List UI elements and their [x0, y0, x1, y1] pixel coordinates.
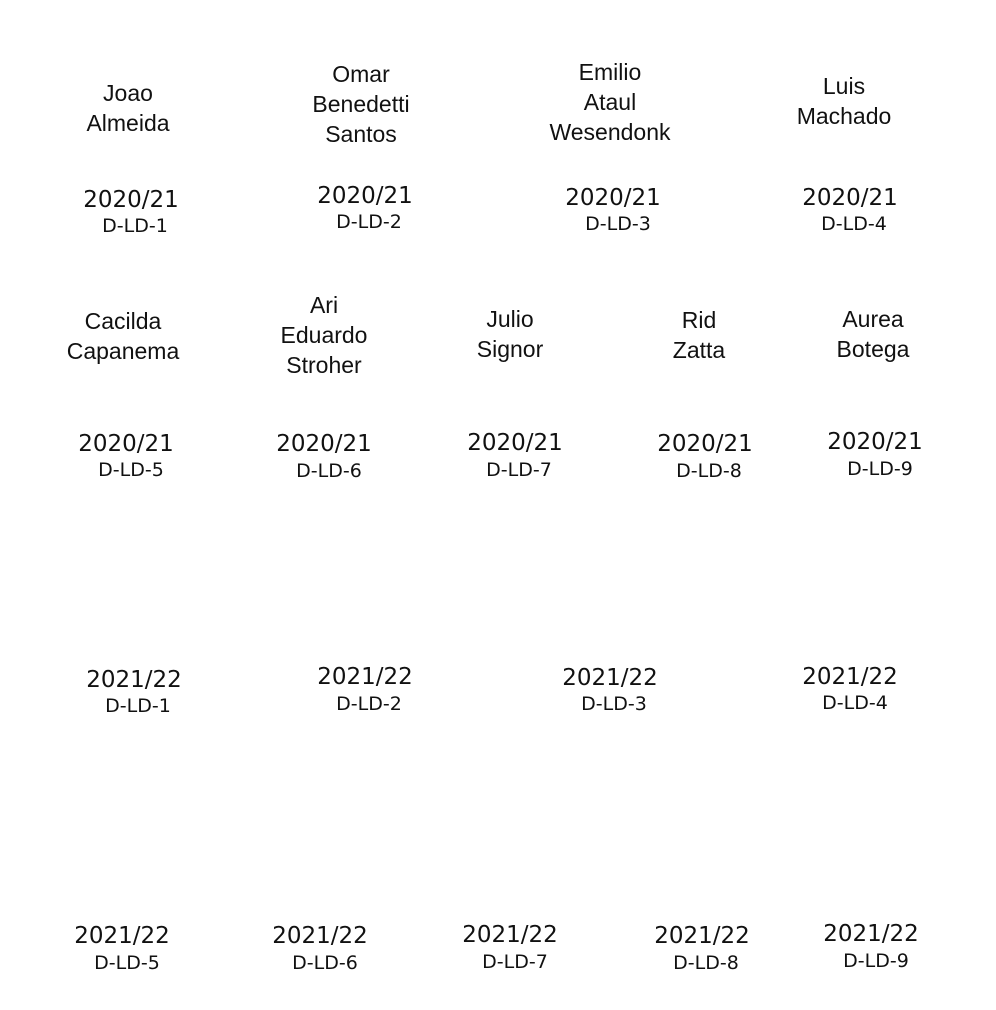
code-label: D-LD-3 — [581, 693, 647, 715]
season-label: 2020/21 — [657, 431, 753, 457]
season-label: 2020/21 — [827, 429, 923, 455]
season-label: 2021/22 — [462, 922, 558, 948]
code-label: D-LD-9 — [847, 458, 913, 480]
code-label: D-LD-5 — [98, 459, 164, 481]
person-name: Emilio Ataul Wesendonk — [549, 59, 671, 145]
season-label: 2021/22 — [562, 665, 658, 691]
person-name: Cacilda Capanema — [66, 308, 180, 364]
season-label: 2020/21 — [276, 431, 372, 457]
person-name: Joao Almeida — [86, 80, 170, 136]
code-label: D-LD-2 — [336, 693, 402, 715]
season-label: 2020/21 — [467, 430, 563, 456]
code-label: D-LD-1 — [105, 695, 171, 717]
season-label: 2021/22 — [86, 667, 182, 693]
person-name: Luis Machado — [796, 73, 892, 129]
season-label: 2020/21 — [83, 187, 179, 213]
person-name: Aurea Botega — [836, 306, 910, 362]
season-label: 2020/21 — [565, 185, 661, 211]
code-label: D-LD-7 — [486, 459, 552, 481]
code-label: D-LD-6 — [296, 460, 362, 482]
person-name: Rid Zatta — [672, 307, 726, 363]
season-label: 2021/22 — [74, 923, 170, 949]
person-name: Ari Eduardo Stroher — [280, 292, 368, 378]
code-label: D-LD-7 — [482, 951, 548, 973]
code-label: D-LD-5 — [94, 952, 160, 974]
season-label: 2021/22 — [317, 664, 413, 690]
code-label: D-LD-8 — [676, 460, 742, 482]
code-label: D-LD-8 — [673, 952, 739, 974]
season-label: 2021/22 — [272, 923, 368, 949]
season-label: 2021/22 — [654, 923, 750, 949]
code-label: D-LD-9 — [843, 950, 909, 972]
person-name: Julio Signor — [476, 306, 544, 362]
code-label: D-LD-1 — [102, 215, 168, 237]
code-label: D-LD-3 — [585, 213, 651, 235]
code-label: D-LD-4 — [822, 692, 888, 714]
season-label: 2020/21 — [78, 431, 174, 457]
code-label: D-LD-6 — [292, 952, 358, 974]
code-label: D-LD-4 — [821, 213, 887, 235]
season-label: 2021/22 — [823, 921, 919, 947]
code-label: D-LD-2 — [336, 211, 402, 233]
person-name: Omar Benedetti Santos — [312, 61, 410, 147]
season-label: 2020/21 — [802, 185, 898, 211]
season-label: 2020/21 — [317, 183, 413, 209]
season-label: 2021/22 — [802, 664, 898, 690]
